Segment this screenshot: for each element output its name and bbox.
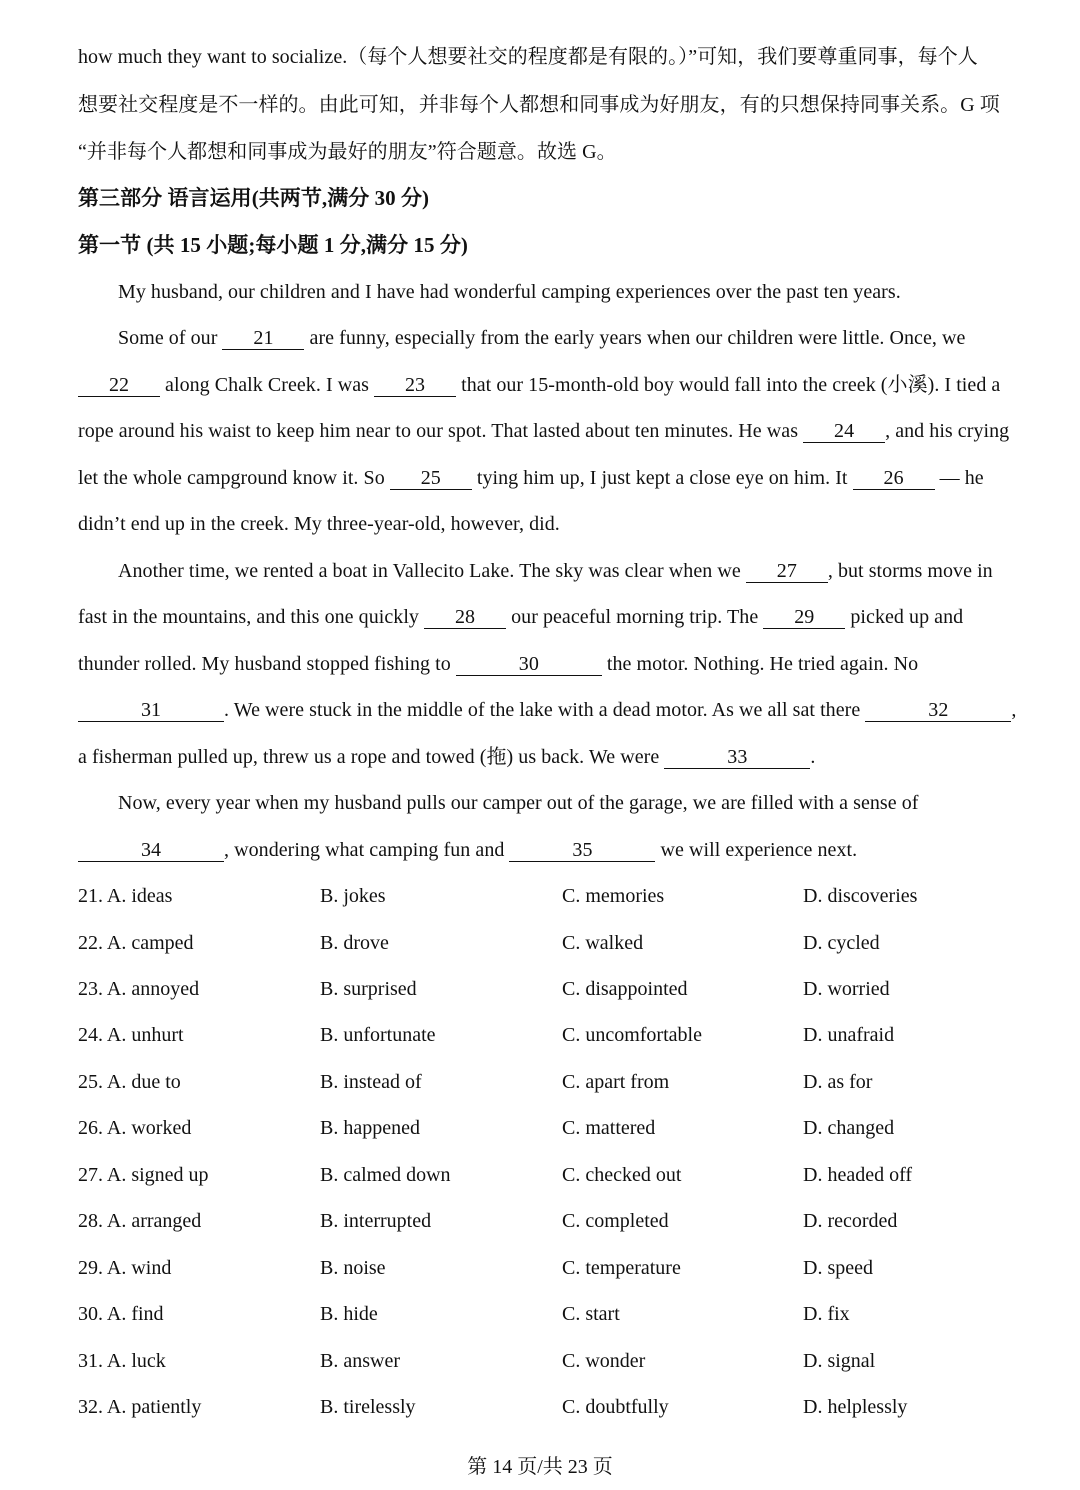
option-row	[78, 930, 1008, 956]
option-a: 24. A. unhurt	[78, 1024, 184, 1046]
option-a: 32. A. patiently	[78, 1396, 202, 1418]
option-row	[78, 1208, 1008, 1234]
blank-32: 32	[865, 699, 1011, 722]
intro-line-3: “并非每个人都想和同事成为最好的朋友”符合题意。故选 G。	[78, 141, 617, 163]
option-b: B. jokes	[320, 885, 386, 907]
option-b: B. instead of	[320, 1071, 422, 1093]
blank-21: 21	[222, 327, 304, 350]
option-c: C. mattered	[562, 1117, 656, 1139]
option-row	[78, 1348, 1008, 1374]
blank-24: 24	[803, 420, 885, 443]
blank-27: 27	[746, 560, 828, 583]
option-row	[78, 1255, 1008, 1281]
option-d: D. changed	[803, 1117, 895, 1139]
option-a: 29. A. wind	[78, 1257, 172, 1279]
part-title: 第三部分 语言运用(共两节,满分 30 分)	[78, 186, 430, 210]
passage-line	[78, 372, 1000, 398]
blank-33: 33	[664, 746, 810, 769]
option-b: B. surprised	[320, 978, 417, 1000]
option-row	[78, 1022, 1008, 1048]
text-fragment: , but storms move in	[827, 560, 993, 582]
option-c: C. completed	[562, 1210, 669, 1232]
option-d: D. as for	[803, 1071, 873, 1093]
text-fragment: , wondering what camping fun and	[224, 839, 510, 861]
blank-34: 34	[78, 839, 224, 862]
text-fragment: tying him up, I just kept a close eye on him. It	[471, 467, 853, 489]
option-c: C. checked out	[562, 1164, 682, 1186]
option-d: D. helplessly	[803, 1396, 908, 1418]
text-fragment: along Chalk Creek. I was	[160, 374, 375, 396]
option-a: 25. A. due to	[78, 1071, 181, 1093]
option-b: B. calmed down	[320, 1164, 451, 1186]
blank-22: 22	[78, 374, 160, 397]
option-a: 23. A. annoyed	[78, 978, 200, 1000]
option-b: B. answer	[320, 1350, 400, 1372]
option-row	[78, 1069, 1008, 1095]
text-fragment: . We were stuck in the middle of the lake with a dead motor. As we all sat there	[224, 699, 866, 721]
blank-26: 26	[853, 467, 935, 490]
blank-29: 29	[763, 606, 845, 629]
passage-line	[78, 465, 984, 491]
option-c: C. temperature	[562, 1257, 681, 1279]
blank-25: 25	[390, 467, 472, 490]
text-fragment: we will experience next.	[655, 839, 858, 861]
option-row	[78, 883, 1008, 909]
option-b: B. unfortunate	[320, 1024, 436, 1046]
page-footer: 第 14 页/共 23 页	[467, 1456, 613, 1478]
option-d: D. discoveries	[803, 885, 918, 907]
option-c: C. disappointed	[562, 978, 688, 1000]
text-fragment: our peaceful morning trip. The	[506, 606, 764, 628]
text-fragment: Some of our	[118, 327, 223, 349]
passage-line	[78, 651, 918, 677]
option-d: D. worried	[803, 978, 890, 1000]
option-a: 26. A. worked	[78, 1117, 192, 1139]
option-c: C. uncomfortable	[562, 1024, 702, 1046]
text-fragment: thunder rolled. My husband stopped fishing to	[78, 653, 456, 675]
text-fragment: that our 15-month-old boy would fall into the creek (小溪). I tied a	[456, 374, 1001, 396]
option-row	[78, 1162, 1008, 1188]
passage-line	[78, 744, 815, 770]
text-fragment: , and his crying	[885, 420, 1010, 442]
option-c: C. start	[562, 1303, 620, 1325]
option-a: 28. A. arranged	[78, 1210, 202, 1232]
blank-31: 31	[78, 699, 224, 722]
text-fragment: the motor. Nothing. He tried again. No	[601, 653, 919, 675]
text-fragment: are funny, especially from the early years when our children were little. Once, we	[304, 327, 966, 349]
option-d: D. unafraid	[803, 1024, 895, 1046]
option-d: D. fix	[803, 1303, 850, 1325]
option-c: C. wonder	[562, 1350, 646, 1372]
passage-line: didn’t end up in the creek. My three-year-old, however, did.	[78, 513, 560, 535]
option-a: 30. A. find	[78, 1303, 164, 1325]
blank-35: 35	[509, 839, 655, 862]
text-fragment: a fisherman pulled up, threw us a rope and towed (拖) us back. We were	[78, 746, 665, 768]
option-row	[78, 1394, 1008, 1420]
text-fragment: ,	[1011, 699, 1017, 721]
option-c: C. apart from	[562, 1071, 670, 1093]
blank-23: 23	[374, 374, 456, 397]
text-fragment: fast in the mountains, and this one quickly	[78, 606, 425, 628]
option-b: B. drove	[320, 932, 389, 954]
option-d: D. headed off	[803, 1164, 913, 1186]
passage-line	[118, 325, 965, 351]
option-b: B. hide	[320, 1303, 378, 1325]
text-fragment: picked up and	[845, 606, 964, 628]
option-b: B. tirelessly	[320, 1396, 416, 1418]
option-c: C. memories	[562, 885, 665, 907]
blank-30: 30	[456, 653, 602, 676]
option-a: 22. A. camped	[78, 932, 194, 954]
option-d: D. speed	[803, 1257, 873, 1279]
passage-line: My husband, our children and I have had wonderful camping experiences over the past ten years.	[118, 281, 901, 303]
option-d: D. recorded	[803, 1210, 898, 1232]
passage-line	[78, 837, 857, 863]
text-fragment: rope around his waist to keep him near to our spot. That lasted about ten minutes. He was	[78, 420, 804, 442]
option-b: B. interrupted	[320, 1210, 432, 1232]
option-a: 31. A. luck	[78, 1350, 166, 1372]
option-a: 27. A. signed up	[78, 1164, 209, 1186]
option-a: 21. A. ideas	[78, 885, 173, 907]
intro-line-2: 想要社交程度是不一样的。由此可知，并非每个人都想和同事成为好朋友，有的只想保持同事关系。G 项	[78, 94, 1000, 116]
option-c: C. doubtfully	[562, 1396, 669, 1418]
intro-line-1: how much they want to socialize.（每个人想要社交的程度都是有限的。）”可知，我们要尊重同事，每个人	[78, 46, 978, 68]
option-d: D. cycled	[803, 932, 880, 954]
passage-line: Now, every year when my husband pulls our camper out of the garage, we are filled with a sense of	[118, 792, 919, 814]
text-fragment: .	[810, 746, 816, 768]
section-subtitle: 第一节 (共 15 小题;每小题 1 分,满分 15 分)	[78, 233, 468, 257]
passage-line	[78, 697, 1016, 723]
text-fragment: — he	[934, 467, 984, 489]
text-fragment: let the whole campground know it. So	[78, 467, 390, 489]
passage-line	[78, 604, 963, 630]
option-b: B. happened	[320, 1117, 420, 1139]
blank-28: 28	[424, 606, 506, 629]
option-b: B. noise	[320, 1257, 386, 1279]
option-c: C. walked	[562, 932, 644, 954]
passage-line	[118, 558, 993, 584]
option-row	[78, 1115, 1008, 1141]
option-d: D. signal	[803, 1350, 876, 1372]
option-row	[78, 976, 1008, 1002]
passage-line	[78, 418, 1009, 444]
option-row	[78, 1301, 1008, 1327]
text-fragment: Another time, we rented a boat in Vallecito Lake. The sky was clear when we	[118, 560, 746, 582]
